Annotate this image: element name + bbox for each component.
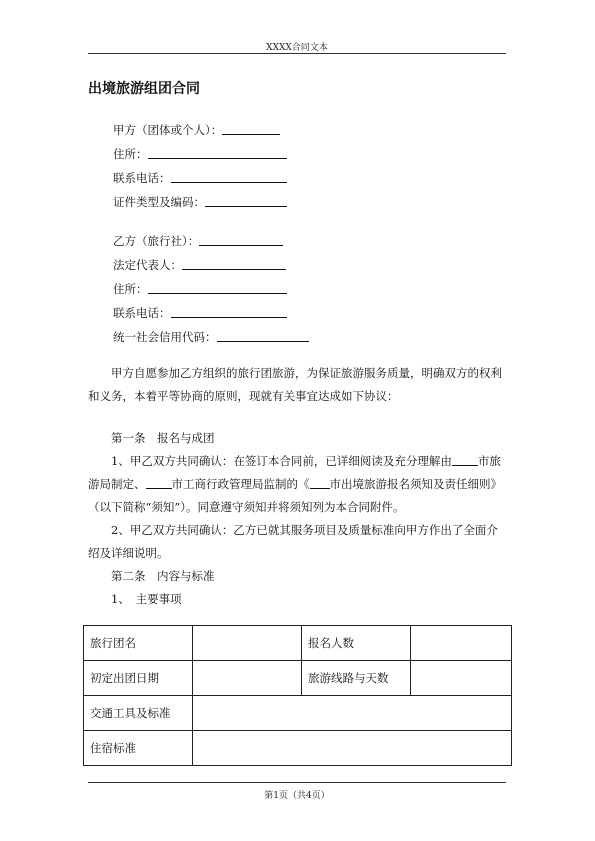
article-1-clause-1 — [88, 450, 508, 519]
clause-1-text-d: 市出境旅游报名须知及责任细则》 （以下简称“须知”）。同意遵守须知并将须知列为本合同附件。 — [88, 477, 508, 514]
header-divider — [88, 53, 506, 54]
party-b-credit-label: 统一社会信用代码： — [113, 330, 217, 344]
table-cell-value[interactable] — [193, 626, 302, 661]
party-b-rep-blank[interactable] — [182, 259, 286, 270]
party-a-name-field — [113, 122, 280, 138]
clause-1-text-c: 市工商行政管理局监制的《 — [171, 477, 310, 491]
party-a-name-blank[interactable] — [222, 124, 280, 135]
party-b-address-blank[interactable] — [148, 283, 287, 294]
party-b-phone-field — [113, 305, 287, 321]
party-b-rep-field — [113, 257, 286, 273]
party-b-credit-field — [113, 329, 309, 345]
table-cell-label: 报名人数 — [302, 626, 411, 661]
table-cell-label: 旅游线路与天数 — [302, 661, 411, 696]
table-cell-label: 旅行团名 — [84, 626, 193, 661]
table-row — [84, 661, 512, 696]
contract-title: 出境旅游组团合同 — [88, 81, 200, 97]
table-row — [84, 626, 512, 661]
party-b-address-field — [113, 281, 287, 297]
party-a-address-label: 住所： — [113, 147, 148, 161]
party-a-address-blank[interactable] — [148, 148, 287, 159]
article-2-subheading: 1、 主要事项 — [111, 592, 182, 606]
table-cell-label: 交通工具及标准 — [84, 696, 193, 731]
party-b-name-label: 乙方（旅行社）： — [113, 234, 200, 248]
party-a-name-label: 甲方（团体或个人）： — [113, 123, 223, 137]
article-1-heading: 第一条 报名与成团 — [111, 431, 215, 445]
party-a-phone-blank[interactable] — [171, 172, 287, 183]
party-a-id-field — [113, 194, 287, 210]
party-a-id-label: 证件类型及编码： — [113, 195, 205, 209]
clause-1-text-a: 1、甲乙双方共同确认：在签订本合同前，已详细阅读及充分理解由 — [111, 454, 452, 468]
party-a-address-field — [113, 146, 287, 162]
party-b-credit-blank[interactable] — [217, 331, 309, 342]
party-b-phone-blank[interactable] — [171, 307, 287, 318]
article-2-heading: 第二条 内容与标准 — [111, 569, 215, 583]
table-cell-label: 住宿标准 — [84, 731, 193, 766]
table-cell-label: 初定出团日期 — [84, 661, 193, 696]
party-a-phone-field — [113, 170, 287, 186]
table-cell-value[interactable] — [411, 626, 512, 661]
table-cell-value[interactable] — [193, 661, 302, 696]
page-header: XXXX合同文本 — [266, 43, 328, 53]
clause-1-text-b: 市旅游局制定、 — [88, 454, 501, 491]
footer-divider — [88, 782, 506, 783]
party-b-name-blank[interactable] — [199, 235, 283, 246]
table-cell-value[interactable] — [193, 696, 512, 731]
article-1-clause-2: 2、甲乙双方共同确认：乙方已就其服务项目及质量标准向甲方作出了全面介绍及详细说明。 — [88, 523, 498, 560]
party-a-phone-label: 联系电话： — [113, 171, 171, 185]
table-cell-value[interactable] — [193, 731, 512, 766]
party-b-address-label: 住所： — [113, 282, 148, 296]
table-row — [84, 696, 512, 731]
party-b-rep-label: 法定代表人： — [113, 258, 182, 272]
party-b-name-field — [113, 233, 283, 249]
table-row — [84, 731, 512, 766]
party-b-phone-label: 联系电话： — [113, 306, 171, 320]
table-cell-value[interactable] — [411, 661, 512, 696]
city-blank-2[interactable] — [146, 478, 172, 489]
city-blank-3[interactable] — [310, 478, 330, 489]
party-a-id-blank[interactable] — [205, 196, 287, 207]
page-footer: 第1页（共4页） — [264, 791, 330, 801]
main-items-table — [83, 625, 512, 766]
intro-paragraph: 甲方自愿参加乙方组织的旅行团旅游，为保证旅游服务质量，明确双方的权利和义务，本着平等协商的原则，现就有关事宜达成如下协议： — [88, 366, 502, 403]
city-blank-1[interactable] — [452, 455, 478, 466]
